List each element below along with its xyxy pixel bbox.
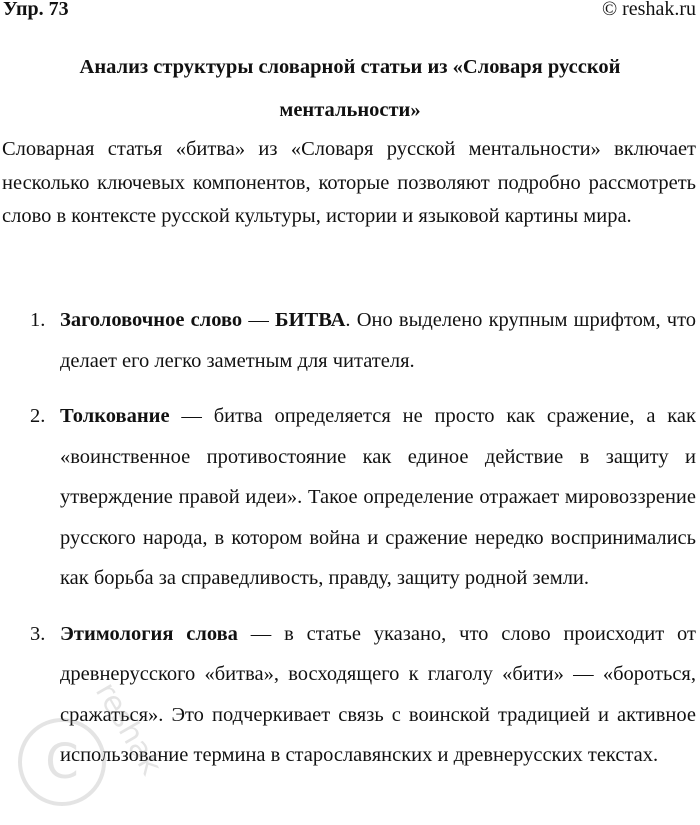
components-list (0, 300, 696, 791)
exercise-number: Упр. 73 (3, 0, 69, 20)
list-item-number: 1. (30, 309, 46, 331)
list-item-term: Толкование (60, 405, 170, 427)
list-item (0, 614, 696, 776)
list-item-number: 2. (30, 405, 46, 427)
intro-paragraph: Словарная статья «битва» из «Словаря русской ментальности» включает несколько ключевых компонентов, которые позволяют подробно рассмотреть слово в контексте русской культуры, истории и языковой картины мира. (2, 138, 696, 227)
document-title: Анализ структуры словарной статьи из «Словаря русской ментальности» (79, 56, 621, 121)
list-item-text: — битва определяется не просто как сражение, а как «воинственное противостояние как единое действие в защиту и утверждение правой идеи». Такое определение отражает мировоззрение русского народа, в котором война и сражение нередко воспринимались как борьба за справедливость, правду, защиту родной земли. (60, 405, 696, 589)
list-item-number: 3. (30, 622, 46, 645)
copyright-site: © reshak.ru (601, 0, 696, 20)
list-item-text: — в статье указано, что слово происходит от древнерусского «битва», восходящего к глаголу «бити» — «бороться, сражаться». Это подчеркивает связь с воинской традицией и активное использование термина в старославянских и древнерусских текстах. (60, 622, 696, 766)
svg-text:reshak: reshak (88, 676, 169, 782)
list-item-separator: — (242, 309, 276, 331)
list-item-term: Этимология слова (60, 622, 238, 645)
list-item-text: . Оно выделено крупным шрифтом, что делает его легко заметным для читателя. (60, 309, 697, 372)
headword: БИТВА (275, 309, 346, 331)
list-item-term: Заголовочное слово (60, 309, 243, 331)
page-header (0, 0, 700, 26)
svg-text:C: C (45, 734, 79, 790)
list-item (0, 300, 696, 381)
list-item (0, 396, 696, 599)
